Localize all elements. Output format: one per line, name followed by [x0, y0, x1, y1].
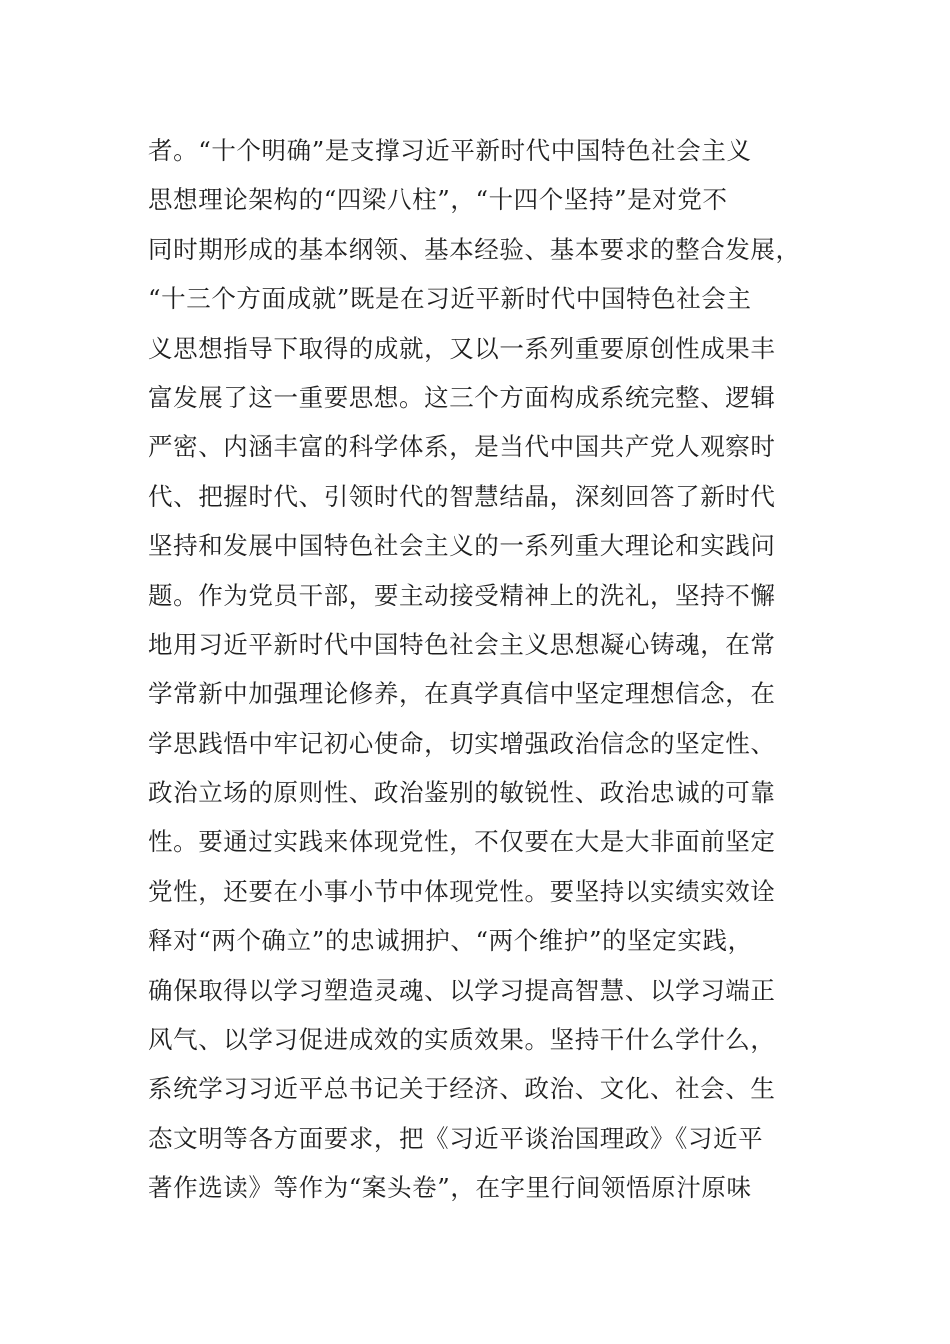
- text-line: 系统学习习近平总书记关于经济、政治、文化、社会、生: [148, 1074, 776, 1104]
- text-line: 确保取得以学习塑造灵魂、以学习提高智慧、以学习端正: [148, 975, 776, 1005]
- text-line: “十三个方面成就”既是在习近平新时代中国特色社会主: [148, 284, 752, 314]
- text-line: 义思想指导下取得的成就，又以一系列重要原创性成果丰: [148, 333, 776, 363]
- text-line: 同时期形成的基本纲领、基本经验、基本要求的整合发展，: [148, 234, 801, 264]
- text-line: 学常新中加强理论修养，在真学真信中坚定理想信念，在: [148, 679, 776, 709]
- text-line: 富发展了这一重要思想。这三个方面构成系统完整、逻辑: [148, 382, 776, 412]
- body-text: [148, 126, 808, 1213]
- text-line: 代、把握时代、引领时代的智慧结晶，深刻回答了新时代: [148, 481, 776, 511]
- text-line: 题。作为党员干部，要主动接受精神上的洗礼，坚持不懈: [148, 580, 776, 610]
- text-line: 态文明等各方面要求，把《习近平谈治国理政》《习近平: [148, 1123, 764, 1153]
- text-line: 性。要通过实践来体现党性，不仅要在大是大非面前坚定: [148, 827, 776, 857]
- text-line: 地用习近平新时代中国特色社会主义思想凝心铸魂，在常: [148, 629, 776, 659]
- text-line: 思想理论架构的“四梁八柱”，“十四个坚持”是对党不: [148, 185, 728, 215]
- text-line: 学思践悟中牢记初心使命，切实增强政治信念的坚定性、: [148, 728, 776, 758]
- text-line: 严密、内涵丰富的科学体系，是当代中国共产党人观察时: [148, 432, 776, 462]
- text-line: 者。“十个明确”是支撑习近平新时代中国特色社会主义: [148, 136, 752, 165]
- text-line: 风气、以学习促进成效的实质效果。坚持干什么学什么，: [148, 1025, 776, 1055]
- text-line: 党性，还要在小事小节中体现党性。要坚持以实绩实效诠: [148, 876, 776, 906]
- text-line: 释对“两个确立”的忠诚拥护、“两个维护”的坚定实践，: [148, 926, 753, 956]
- text-line: 政治立场的原则性、政治鉴别的敏锐性、政治忠诚的可靠: [148, 778, 776, 808]
- text-line: 著作选读》等作为“案头卷”，在字里行间领悟原汁原味: [148, 1173, 752, 1203]
- text-line: 坚持和发展中国特色社会主义的一系列重大理论和实践问: [148, 531, 776, 561]
